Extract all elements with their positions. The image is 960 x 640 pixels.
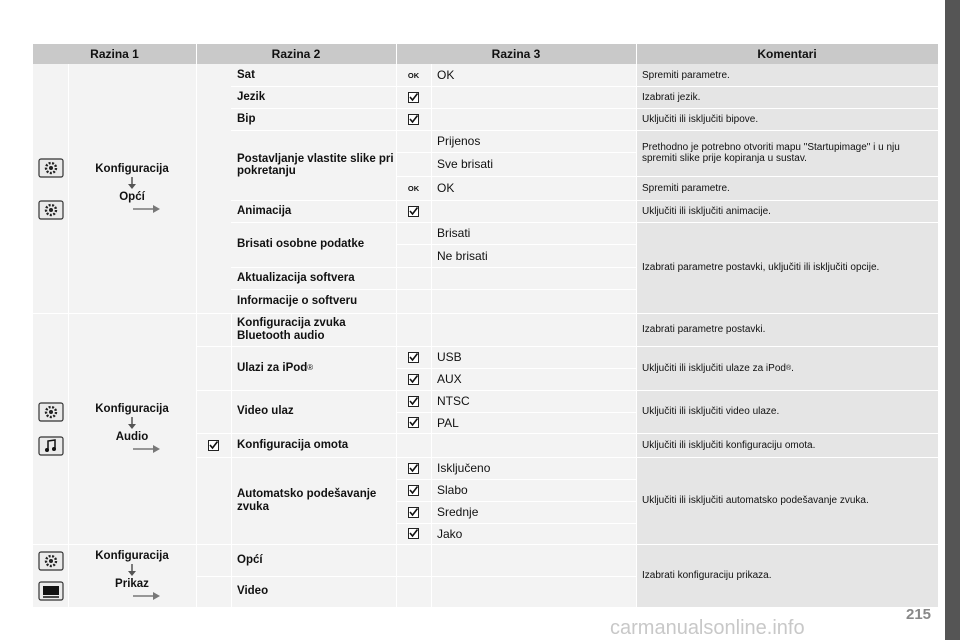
settings-icon	[38, 200, 64, 220]
option-sve-brisati[interactable]: Sve brisati	[431, 152, 636, 176]
arrow-right-icon	[131, 443, 161, 455]
comment-text: Uključiti ili isključiti ulaze za iPod	[642, 362, 786, 374]
option-ne-brisati[interactable]: Ne brisati	[431, 244, 636, 267]
music-note-icon	[38, 436, 64, 456]
level1-sub: Audio	[115, 430, 149, 443]
checkbox-icon[interactable]	[408, 485, 419, 496]
checkbox-icon[interactable]	[408, 92, 419, 103]
comment: Spremiti parametre.	[636, 64, 938, 86]
item-ipod-label: Ulazi za iPod	[237, 361, 308, 374]
item-startup-image[interactable]: Postavljanje vlastite slike pri pokretanju	[231, 130, 396, 200]
option-iskljuceno[interactable]: Isključeno	[431, 457, 636, 479]
comment: Uključiti ili isključiti animacije.	[636, 200, 938, 222]
comment: Uključiti ili isključiti bipove.	[636, 108, 938, 130]
comment: Uključiti ili isključiti konfiguraciju omota.	[636, 433, 938, 457]
level1-title: Konfiguracija	[95, 162, 169, 175]
option-slabo[interactable]: Slabo	[431, 479, 636, 501]
registered-mark: ®	[307, 362, 314, 372]
settings-icon	[38, 158, 64, 178]
comment	[636, 346, 938, 390]
checkbox-icon[interactable]	[408, 417, 419, 428]
level1-sub: Prikaz	[115, 577, 149, 590]
header-level3: Razina 3	[396, 44, 636, 64]
registered-mark: ®	[785, 364, 792, 372]
checkbox-icon[interactable]	[408, 352, 419, 363]
option-pal[interactable]: PAL	[431, 412, 636, 433]
item-zvuk-bluetooth[interactable]: Konfiguracija zvuka Bluetooth audio	[231, 313, 396, 346]
arrow-down-icon	[117, 177, 147, 189]
settings-table	[33, 44, 938, 607]
ok-icon: OK	[407, 183, 420, 193]
item-opci[interactable]: Općí	[231, 544, 396, 576]
comment: Izabrati jezik.	[636, 86, 938, 108]
item-aktualizacija[interactable]: Aktualizacija softvera	[231, 267, 396, 289]
checkbox-icon[interactable]	[408, 206, 419, 217]
comment-end: .	[791, 362, 794, 374]
level1-sub: Općí	[119, 190, 145, 203]
page-number: 215	[906, 606, 932, 623]
item-animacija[interactable]: Animacija	[231, 200, 396, 222]
arrow-right-icon	[131, 203, 161, 215]
level1-display	[68, 544, 196, 607]
item-bip[interactable]: Bip	[231, 108, 396, 130]
page-edge-tab	[945, 0, 960, 640]
comment: Prethodno je potrebno otvoriti mapu "Startupimage" i u nju spremiti slike prije kopiranja u sustav.	[636, 130, 938, 176]
option-ok[interactable]: OK	[431, 64, 636, 86]
option-srednje[interactable]: Srednje	[431, 501, 636, 523]
item-video[interactable]: Video	[231, 576, 396, 607]
checkbox-icon[interactable]	[408, 528, 419, 539]
comment: Izabrati konfiguraciju prikaza.	[636, 544, 938, 607]
option-jako[interactable]: Jako	[431, 523, 636, 544]
level1-icons-display	[33, 544, 68, 607]
comment: Spremiti parametre.	[636, 176, 938, 200]
checkbox-icon[interactable]	[208, 440, 219, 451]
level1-general	[68, 64, 196, 313]
header-level1: Razina 1	[33, 44, 196, 64]
settings-icon	[38, 551, 64, 571]
item-informacije[interactable]: Informacije o softveru	[231, 289, 396, 313]
header-comment: Komentari	[636, 44, 938, 64]
level1-icons-general	[33, 64, 68, 313]
arrow-down-icon	[117, 417, 147, 429]
comment: Uključiti ili isključiti automatsko podešavanje zvuka.	[636, 457, 938, 544]
option-prijenos[interactable]: Prijenos	[431, 130, 636, 152]
level1-title: Konfiguracija	[95, 549, 169, 562]
comment: Izabrati parametre postavki, uključiti ili isključiti opcije.	[636, 222, 938, 313]
header-level2: Razina 2	[196, 44, 396, 64]
item-sat[interactable]: Sat	[231, 64, 396, 86]
level1-title: Konfiguracija	[95, 402, 169, 415]
checkbox-icon[interactable]	[408, 114, 419, 125]
item-brisati-podatke[interactable]: Brisati osobne podatke	[231, 222, 396, 267]
item-video-ulaz[interactable]: Video ulaz	[231, 390, 396, 433]
item-jezik[interactable]: Jezik	[231, 86, 396, 108]
option-aux[interactable]: AUX	[431, 368, 636, 390]
checkbox-icon[interactable]	[408, 374, 419, 385]
display-icon	[38, 581, 64, 601]
option-ntsc[interactable]: NTSC	[431, 390, 636, 412]
checkbox-icon[interactable]	[408, 463, 419, 474]
item-ipod[interactable]	[231, 346, 396, 390]
watermark: carmanualsonline.info	[610, 617, 805, 639]
item-omota[interactable]: Konfiguracija omota	[231, 433, 396, 457]
option-usb[interactable]: USB	[431, 346, 636, 368]
level1-icons-audio	[33, 313, 68, 544]
settings-icon	[38, 402, 64, 422]
arrow-right-icon	[131, 590, 161, 602]
option-ok[interactable]: OK	[431, 176, 636, 200]
option-brisati[interactable]: Brisati	[431, 222, 636, 244]
level1-audio	[68, 313, 196, 544]
comment: Izabrati parametre postavki.	[636, 313, 938, 346]
checkbox-icon[interactable]	[408, 507, 419, 518]
checkbox-icon[interactable]	[408, 396, 419, 407]
ok-icon: OK	[407, 70, 420, 80]
comment: Uključiti ili isključiti video ulaze.	[636, 390, 938, 433]
item-automatsko[interactable]: Automatsko podešavanje zvuka	[231, 457, 396, 544]
arrow-down-icon	[117, 564, 147, 576]
